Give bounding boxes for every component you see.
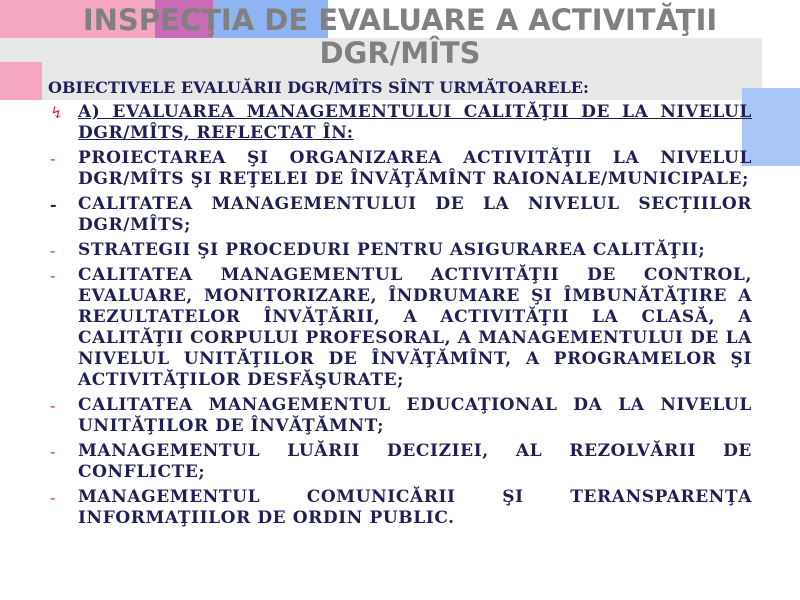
objectives-heading: OBIECTIVELE EVALUĂRII DGR/MÎTS SÎNT URMĂTOARELE:: [48, 78, 589, 97]
dash-bullet: -: [50, 149, 57, 168]
list-item-main: [48, 102, 752, 144]
dash-bullet: -: [50, 195, 58, 214]
list-item-text: CALITATEA MANAGEMENTUL ACTIVITĂŢII DE CONTROL, EVALUARE, MONITORIZARE, ÎNDRUMARE ŞI ÎMBUNĂTĂŢIRE A REZULTATELOR ÎNVĂŢĂRII, A ACTIVITĂŢII LA CLASĂ, A CALITĂŢII CORPULUI PROFESORAL, A MANAGEMENTULUI DE LA NIVELUL UNITĂŢILOR DE ÎNVĂŢĂMÎNT, A PROGRAMELOR ŞI ACTIVITĂŢILOR DESFĂŞURATE;: [78, 265, 752, 390]
list-item-text: A) EVALUAREA MANAGEMENTULUI CALITĂŢII DE LA NIVELUL DGR/MÎTS, REFLECTAT ÎN:: [78, 102, 752, 143]
list-item: [48, 194, 752, 236]
list-item: [48, 265, 752, 391]
list-item: [48, 487, 752, 529]
dash-bullet: -: [50, 241, 57, 260]
list-item: [48, 395, 752, 437]
slide-body: [48, 78, 752, 533]
dash-bullet: -: [50, 488, 57, 507]
list-item: [48, 441, 752, 483]
list-item-text: MANAGEMENTUL LUĂRII DECIZIEI, AL REZOLVĂRII DE CONFLICTE;: [78, 441, 752, 482]
list-item-text: STRATEGII ŞI PROCEDURI PENTRU ASIGURAREA CALITĂŢII;: [78, 240, 706, 260]
list-item-text: PROIECTAREA ŞI ORGANIZAREA ACTIVITĂŢII LA NIVELUL DGR/MÎTS ŞI REŢELEI DE ÎNVĂŢĂMÎNT RAIONALE/MUNICIPALE;: [78, 148, 752, 189]
dash-bullet: -: [50, 442, 57, 461]
list-item: [48, 240, 752, 261]
list-item: [48, 148, 752, 190]
list-item-text: MANAGEMENTUL COMUNICĂRII ŞI TERANSPARENŢA INFORMAŢIILOR DE ORDIN PUBLIC.: [78, 487, 752, 528]
dash-bullet: -: [50, 396, 57, 415]
arrow-bullet-icon: ↯: [50, 103, 65, 122]
slide-title: INSPECŢIA DE EVALUARE A ACTIVITĂŢII DGR/MÎTS: [82, 3, 718, 70]
list-item-text: CALITATEA MANAGEMENTULUI DE LA NIVELUL SECȚIILOR DGR/MÎTS;: [78, 194, 752, 235]
dash-bullet: -: [50, 266, 57, 285]
list-item-text: CALITATEA MANAGEMENTUL EDUCAŢIONAL DA LA NIVELUL UNITĂŢILOR DE ÎNVĂŢĂMNT;: [78, 395, 752, 436]
